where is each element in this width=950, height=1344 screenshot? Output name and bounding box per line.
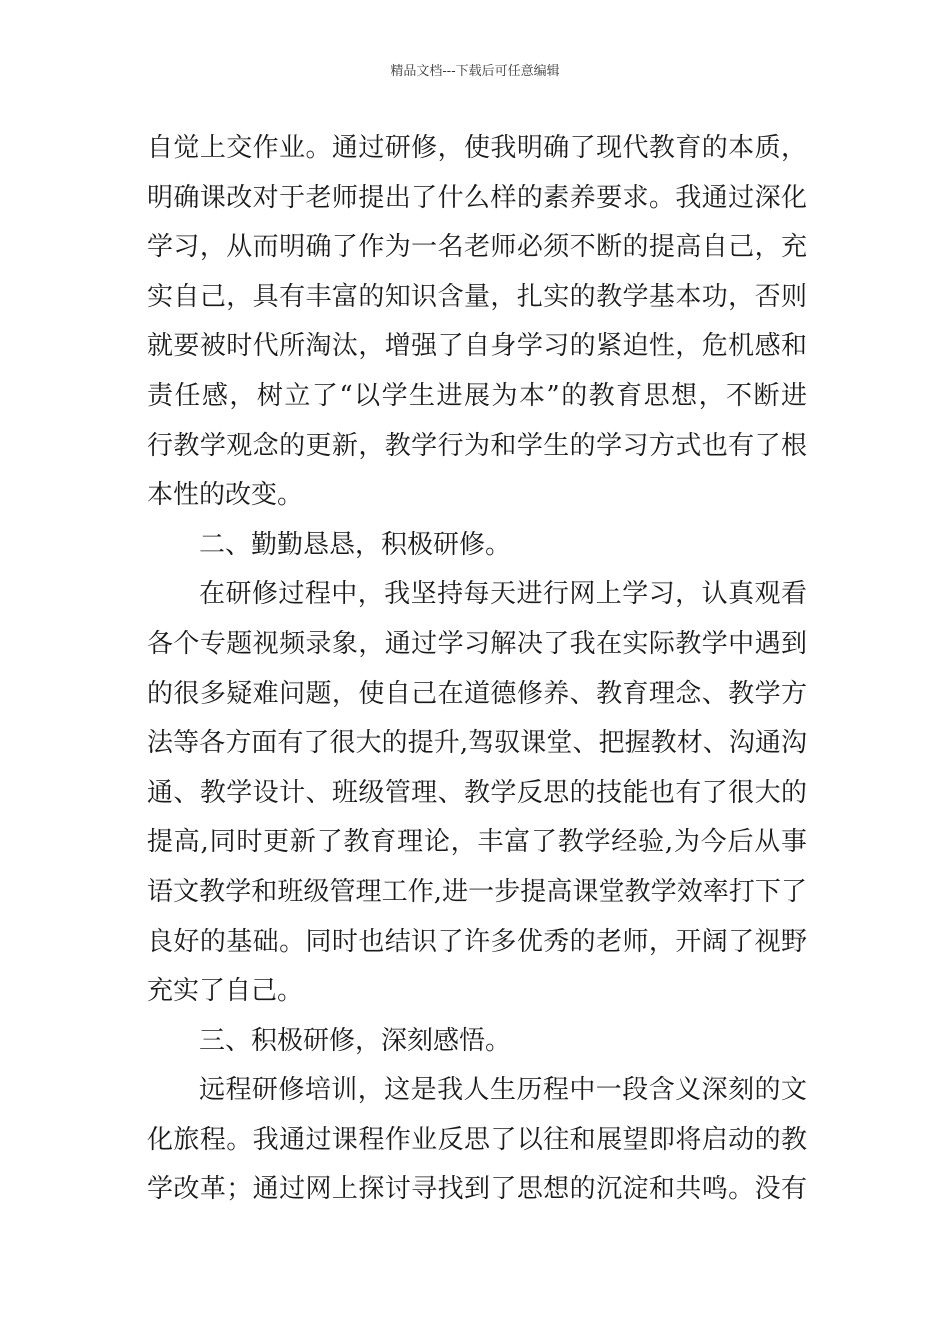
text-line: 各个专题视频录象，通过学习解决了我在实际教学中遇到 (147, 628, 807, 659)
text-line: 责任感，树立了“以学生进展为本”的教育思想，不断进 (147, 380, 807, 411)
section-heading: 二、勤勤恳恳，积极研修。 (199, 529, 512, 560)
text-line: 提高,同时更新了教育理论，丰富了教学经验,为今后从事 (147, 827, 807, 858)
document-body (147, 124, 807, 1215)
text-line: 充实了自己。 (147, 976, 304, 1007)
text-line: 实自己，具有丰富的知识含量，扎实的教学基本功，否则 (147, 281, 807, 312)
text-line: 的很多疑难问题，使自己在道德修养、教育理念、教学方 (147, 678, 807, 709)
text-line: 通、教学设计、班级管理、教学反思的技能也有了很大的 (147, 777, 807, 808)
text-line: 化旅程。我通过课程作业反思了以往和展望即将启动的教 (147, 1124, 807, 1155)
text-line: 语文教学和班级管理工作,进一步提高课堂教学效率打下了 (147, 876, 807, 907)
text-line: 本性的改变。 (147, 480, 304, 511)
text-line: 远程研修培训，这是我人生历程中一段含义深刻的文 (199, 1075, 807, 1106)
text-line: 学改革；通过网上探讨寻找到了思想的沉淀和共鸣。没有 (147, 1174, 807, 1205)
text-line: 自觉上交作业。通过研修，使我明确了现代教育的本质， (147, 133, 807, 163)
text-line: 学习，从而明确了作为一名老师必须不断的提高自己，充 (147, 232, 807, 263)
text-line: 就要被时代所淘汰，增强了自身学习的紧迫性，危机感和 (147, 331, 807, 362)
text-line: 明确课改对于老师提出了什么样的素养要求。我通过深化 (147, 182, 807, 213)
page-header: 精品文档---下载后可任意编辑 (390, 64, 560, 79)
text-line: 法等各方面有了很大的提升,驾驭课堂、把握教材、沟通沟 (147, 728, 807, 759)
text-line: 在研修过程中，我坚持每天进行网上学习，认真观看 (199, 579, 807, 610)
text-line: 良好的基础。同时也结识了许多优秀的老师，开阔了视野 (147, 926, 807, 957)
text-line: 行教学观念的更新，教学行为和学生的学习方式也有了根 (147, 430, 807, 461)
section-heading: 三、积极研修，深刻感悟。 (199, 1025, 512, 1056)
